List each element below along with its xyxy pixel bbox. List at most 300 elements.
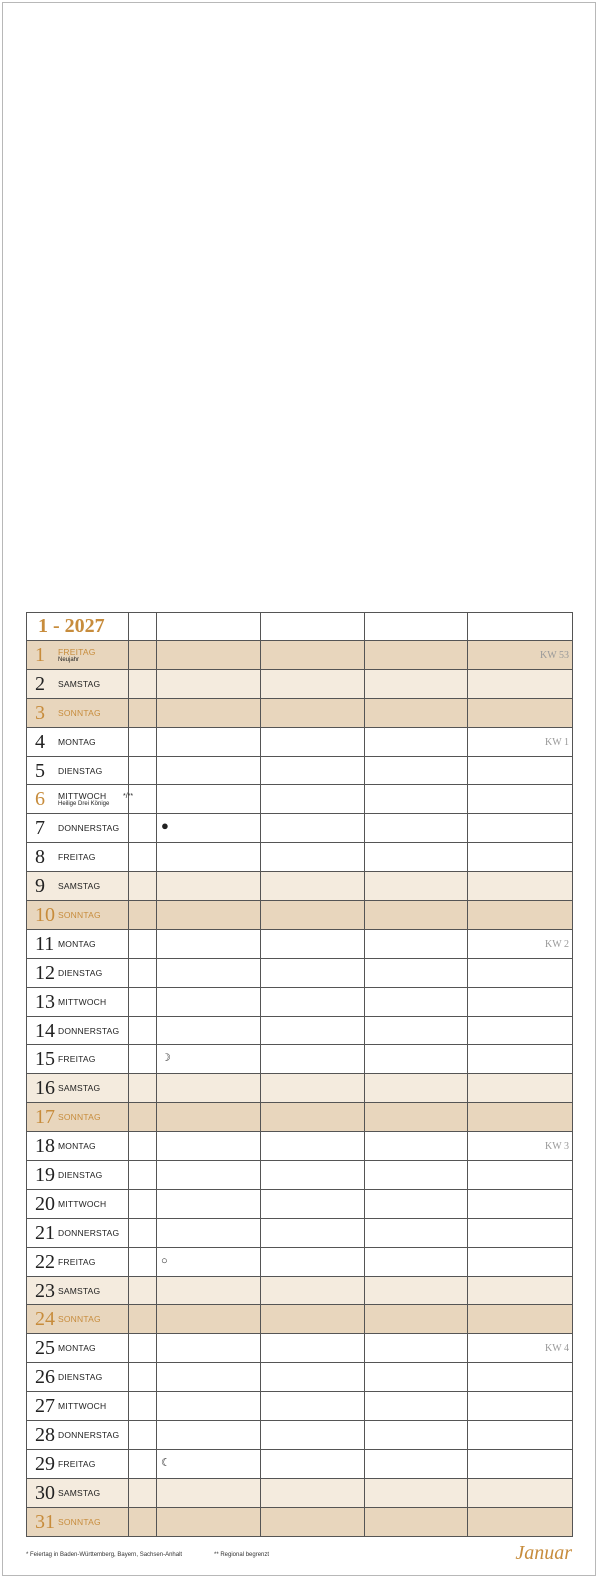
day-row: [27, 1334, 573, 1363]
marker-cell: [129, 669, 157, 698]
entry-cell[interactable]: [365, 1334, 468, 1363]
day-number: 31: [35, 1510, 55, 1533]
weekday-label: MITTWOCH: [58, 996, 107, 1007]
day-number: 11: [35, 932, 55, 955]
day-row: [27, 1132, 573, 1161]
weekday-label: DIENSTAG: [58, 1372, 103, 1383]
entry-cell[interactable]: [468, 785, 573, 814]
entry-cell[interactable]: [468, 1334, 573, 1363]
day-row: [27, 1421, 573, 1450]
day-number: 13: [35, 990, 55, 1013]
weekday-label: DIENSTAG: [58, 765, 103, 776]
moon-phase-icon: ○: [161, 1254, 168, 1267]
entry-cell[interactable]: [157, 669, 261, 698]
entry-cell[interactable]: [365, 1392, 468, 1421]
weekday-label: SONNTAG: [58, 909, 101, 920]
day-number: 19: [35, 1163, 55, 1186]
entry-cell[interactable]: [365, 698, 468, 727]
marker-cell: [129, 756, 157, 785]
day-row: [27, 1276, 573, 1305]
day-label-cell: [27, 1016, 129, 1045]
entry-cell[interactable]: [261, 958, 365, 987]
weekday-label: MONTAG: [58, 938, 96, 949]
marker-cell: [129, 872, 157, 901]
entry-cell[interactable]: [468, 1478, 573, 1507]
entry-cell[interactable]: [468, 987, 573, 1016]
day-number: 10: [35, 903, 55, 926]
entry-cell[interactable]: [365, 1074, 468, 1103]
day-label-cell: [27, 1247, 129, 1276]
marker-cell: [129, 1276, 157, 1305]
entry-cell[interactable]: [365, 1045, 468, 1074]
month-year-title: 1 - 2027: [38, 615, 105, 637]
day-label-cell: [27, 901, 129, 930]
day-row: [27, 1218, 573, 1247]
day-row: [27, 843, 573, 872]
marker-cell: [129, 1074, 157, 1103]
weekday-label: MITTWOCH: [58, 1198, 107, 1209]
day-row: [27, 814, 573, 843]
day-number: 17: [35, 1106, 55, 1129]
weekday-label: FREITAG: [58, 1458, 96, 1469]
moon-phase-icon: ☽: [161, 1052, 171, 1065]
day-label-cell: [27, 1189, 129, 1218]
entry-cell[interactable]: [468, 1449, 573, 1478]
marker-cell: [129, 1305, 157, 1334]
entry-cell[interactable]: [157, 814, 261, 843]
entry-cell[interactable]: [261, 929, 365, 958]
entry-cell[interactable]: [365, 1421, 468, 1450]
day-number: 5: [35, 759, 45, 782]
entry-cell[interactable]: [157, 843, 261, 872]
calendar-header-row: [27, 613, 573, 641]
day-label-cell: [27, 698, 129, 727]
day-row: [27, 1189, 573, 1218]
day-number: 26: [35, 1366, 55, 1389]
weekday-label: FREITAG: [58, 852, 96, 863]
day-label-cell: [27, 1161, 129, 1190]
moon-phase-icon: ☾: [161, 1456, 171, 1469]
day-label-cell: [27, 727, 129, 756]
month-name: Januar: [515, 1542, 572, 1564]
entry-cell[interactable]: [157, 785, 261, 814]
day-number: 4: [35, 730, 45, 753]
day-number: 7: [35, 817, 45, 840]
holiday-marker: */**: [123, 793, 134, 801]
entry-cell[interactable]: [157, 1305, 261, 1334]
entry-cell[interactable]: [261, 987, 365, 1016]
day-label-cell: [27, 1392, 129, 1421]
day-row: [27, 1392, 573, 1421]
entry-cell[interactable]: [468, 1276, 573, 1305]
entry-cell[interactable]: [261, 727, 365, 756]
day-number: 22: [35, 1250, 55, 1273]
day-label-cell: [27, 1334, 129, 1363]
holiday-note: Heilige Drei Könige: [58, 801, 110, 808]
day-label-cell: [27, 1103, 129, 1132]
entry-cell[interactable]: [468, 727, 573, 756]
day-label-cell: [27, 814, 129, 843]
day-label-cell: [27, 958, 129, 987]
entry-cell[interactable]: [468, 669, 573, 698]
entry-cell[interactable]: [261, 785, 365, 814]
entry-cell[interactable]: [261, 1016, 365, 1045]
day-number: 14: [35, 1019, 55, 1042]
marker-cell: [129, 1334, 157, 1363]
entry-cell[interactable]: [157, 1132, 261, 1161]
entry-cell[interactable]: [468, 814, 573, 843]
entry-cell[interactable]: [365, 1305, 468, 1334]
weekday-label: DONNERSTAG: [58, 1227, 120, 1238]
weekday-label: MONTAG: [58, 1343, 96, 1354]
day-label-cell: [27, 756, 129, 785]
entry-cell[interactable]: [261, 1363, 365, 1392]
entry-cell[interactable]: [261, 1074, 365, 1103]
day-label-cell: [27, 1449, 129, 1478]
day-number: 15: [35, 1048, 55, 1071]
entry-cell[interactable]: [261, 872, 365, 901]
day-number: 16: [35, 1077, 55, 1100]
day-label-cell: [27, 1478, 129, 1507]
moon-phase-icon: ●: [161, 818, 169, 834]
marker-cell: [129, 1478, 157, 1507]
entry-cell[interactable]: [157, 1392, 261, 1421]
day-row: [27, 929, 573, 958]
week-number: KW 3: [545, 1141, 569, 1153]
entry-cell[interactable]: [468, 1507, 573, 1536]
marker-cell: [129, 641, 157, 670]
marker-cell: [129, 1103, 157, 1132]
entry-cell[interactable]: [365, 1161, 468, 1190]
entry-cell[interactable]: [157, 698, 261, 727]
marker-cell: [129, 1247, 157, 1276]
day-row: [27, 785, 573, 814]
weekday-label: SONNTAG: [58, 1314, 101, 1325]
marker-cell: [129, 1449, 157, 1478]
entry-cell[interactable]: [157, 641, 261, 670]
marker-cell: [129, 727, 157, 756]
entry-cell[interactable]: [468, 1189, 573, 1218]
entry-cell[interactable]: [157, 1247, 261, 1276]
entry-cell[interactable]: [365, 1189, 468, 1218]
entry-cell[interactable]: [157, 1478, 261, 1507]
entry-cell[interactable]: [261, 669, 365, 698]
day-row: [27, 1045, 573, 1074]
marker-cell: [129, 1189, 157, 1218]
marker-cell: [129, 843, 157, 872]
entry-cell[interactable]: [157, 958, 261, 987]
day-number: 12: [35, 961, 55, 984]
entry-cell[interactable]: [261, 1392, 365, 1421]
day-number: 24: [35, 1308, 55, 1331]
day-label-cell: [27, 987, 129, 1016]
marker-cell: [129, 1016, 157, 1045]
weekday-label: SAMSTAG: [58, 678, 101, 689]
entry-cell[interactable]: [468, 1132, 573, 1161]
entry-cell[interactable]: [365, 1132, 468, 1161]
weekday-label: SAMSTAG: [58, 1083, 101, 1094]
weekday-label: SONNTAG: [58, 1516, 101, 1527]
holiday-note: Neujahr: [58, 656, 80, 663]
entry-cell[interactable]: [157, 1103, 261, 1132]
entry-cell[interactable]: [468, 958, 573, 987]
weekday-label: SAMSTAG: [58, 1285, 101, 1296]
day-label-cell: [27, 843, 129, 872]
entry-cell[interactable]: [261, 1276, 365, 1305]
entry-cell[interactable]: [261, 1247, 365, 1276]
day-row: [27, 872, 573, 901]
entry-cell[interactable]: [365, 1016, 468, 1045]
entry-cell[interactable]: [468, 1218, 573, 1247]
day-row: [27, 727, 573, 756]
entry-cell[interactable]: [261, 1103, 365, 1132]
entry-cell[interactable]: [468, 1421, 573, 1450]
day-row: [27, 641, 573, 670]
weekday-label: SAMSTAG: [58, 881, 101, 892]
marker-cell: [129, 1218, 157, 1247]
entry-cell[interactable]: [261, 901, 365, 930]
entry-cell[interactable]: [468, 1016, 573, 1045]
day-number: 18: [35, 1135, 55, 1158]
day-row: [27, 1247, 573, 1276]
entry-cell[interactable]: [157, 1016, 261, 1045]
entry-cell[interactable]: [365, 814, 468, 843]
day-row: [27, 901, 573, 930]
calendar-table: [26, 612, 573, 1537]
day-label-cell: [27, 1305, 129, 1334]
day-row: [27, 1449, 573, 1478]
day-label-cell: [27, 641, 129, 670]
entry-cell[interactable]: [157, 1218, 261, 1247]
week-number: KW 53: [540, 650, 569, 661]
day-number: 23: [35, 1279, 55, 1302]
entry-cell[interactable]: [261, 641, 365, 670]
day-number: 27: [35, 1395, 55, 1418]
weekday-label: SONNTAG: [58, 707, 101, 718]
day-row: [27, 698, 573, 727]
weekday-label: FREITAG: [58, 646, 96, 657]
entry-cell[interactable]: [365, 1247, 468, 1276]
day-number: 2: [35, 672, 45, 695]
day-label-cell: [27, 1421, 129, 1450]
weekday-label: DONNERSTAG: [58, 1429, 120, 1440]
entry-cell[interactable]: [365, 669, 468, 698]
day-number: 25: [35, 1337, 55, 1360]
header-cell: [261, 613, 365, 641]
marker-cell: [123, 785, 157, 814]
week-number: KW 2: [545, 938, 569, 950]
entry-cell[interactable]: [261, 1045, 365, 1074]
day-row: [27, 958, 573, 987]
entry-cell[interactable]: [157, 929, 261, 958]
entry-cell[interactable]: [261, 1189, 365, 1218]
day-number: 3: [35, 701, 45, 724]
entry-cell[interactable]: [365, 1363, 468, 1392]
entry-cell[interactable]: [157, 1507, 261, 1536]
entry-cell[interactable]: [261, 1449, 365, 1478]
entry-cell[interactable]: [261, 1161, 365, 1190]
weekday-label: MITTWOCH: [58, 1401, 107, 1412]
marker-cell: [129, 1132, 157, 1161]
entry-cell[interactable]: [365, 929, 468, 958]
entry-cell[interactable]: [468, 872, 573, 901]
day-row: [27, 1478, 573, 1507]
entry-cell[interactable]: [365, 756, 468, 785]
day-number: 8: [35, 846, 45, 869]
marker-cell: [129, 929, 157, 958]
weekday-label: MONTAG: [58, 1141, 96, 1152]
marker-cell: [129, 1161, 157, 1190]
entry-cell[interactable]: [261, 1478, 365, 1507]
entry-cell[interactable]: [468, 1247, 573, 1276]
entry-cell[interactable]: [468, 698, 573, 727]
day-label-cell: [27, 1363, 129, 1392]
entry-cell[interactable]: [157, 1334, 261, 1363]
entry-cell[interactable]: [468, 929, 573, 958]
weekday-label: MONTAG: [58, 736, 96, 747]
entry-cell[interactable]: [261, 698, 365, 727]
header-cell: [129, 613, 157, 641]
marker-cell: [129, 958, 157, 987]
entry-cell[interactable]: [157, 1449, 261, 1478]
day-number: 6: [35, 788, 45, 811]
entry-cell[interactable]: [468, 1103, 573, 1132]
day-row: [27, 1161, 573, 1190]
day-label-cell: [27, 872, 129, 901]
day-number: 28: [35, 1423, 55, 1446]
weekday-label: MITTWOCH: [58, 791, 107, 802]
footnote-regional: ** Regional begrenzt: [214, 1552, 270, 1558]
entry-cell[interactable]: [261, 756, 365, 785]
marker-cell: [129, 1507, 157, 1536]
entry-cell[interactable]: [261, 1507, 365, 1536]
entry-cell[interactable]: [157, 727, 261, 756]
header-cell: [365, 613, 468, 641]
day-row: [27, 1363, 573, 1392]
entry-cell[interactable]: [468, 1305, 573, 1334]
entry-cell[interactable]: [468, 1363, 573, 1392]
entry-cell[interactable]: [365, 1449, 468, 1478]
weekday-label: DIENSTAG: [58, 967, 103, 978]
entry-cell[interactable]: [365, 901, 468, 930]
marker-cell: [129, 987, 157, 1016]
day-number: 1: [35, 643, 45, 666]
entry-cell[interactable]: [261, 1305, 365, 1334]
entry-cell[interactable]: [157, 1074, 261, 1103]
entry-cell[interactable]: [157, 901, 261, 930]
entry-cell[interactable]: [365, 785, 468, 814]
day-row: [27, 1507, 573, 1536]
entry-cell[interactable]: [157, 1276, 261, 1305]
weekday-label: DONNERSTAG: [58, 823, 120, 834]
entry-cell[interactable]: [157, 1363, 261, 1392]
day-row: [27, 756, 573, 785]
day-label-cell: [27, 1045, 129, 1074]
entry-cell[interactable]: [468, 1392, 573, 1421]
weekday-label: DIENSTAG: [58, 1169, 103, 1180]
day-label-cell: [27, 1074, 129, 1103]
entry-cell[interactable]: [365, 843, 468, 872]
header-cell: [157, 613, 261, 641]
weekday-label: SONNTAG: [58, 1112, 101, 1123]
weekday-label: SAMSTAG: [58, 1487, 101, 1498]
entry-cell[interactable]: [261, 814, 365, 843]
entry-cell[interactable]: [157, 1421, 261, 1450]
week-number: KW 1: [545, 736, 569, 748]
marker-cell: [129, 1421, 157, 1450]
weekday-label: FREITAG: [58, 1256, 96, 1267]
entry-cell[interactable]: [365, 1276, 468, 1305]
marker-cell: [129, 901, 157, 930]
entry-cell[interactable]: [261, 843, 365, 872]
day-number: 30: [35, 1481, 55, 1504]
entry-cell[interactable]: [468, 1074, 573, 1103]
weekday-label: DONNERSTAG: [58, 1025, 120, 1036]
day-label-cell: [27, 785, 129, 814]
marker-cell: [129, 1045, 157, 1074]
day-number: 29: [35, 1452, 55, 1475]
week-number: KW 4: [545, 1343, 569, 1355]
entry-cell[interactable]: [157, 872, 261, 901]
entry-cell[interactable]: [261, 1334, 365, 1363]
entry-cell[interactable]: [365, 872, 468, 901]
day-label-cell: [27, 1132, 129, 1161]
day-label-cell: [27, 1218, 129, 1247]
entry-cell[interactable]: [365, 1218, 468, 1247]
entry-cell[interactable]: [261, 1218, 365, 1247]
marker-cell: [129, 1363, 157, 1392]
day-number: 9: [35, 875, 45, 898]
entry-cell[interactable]: [157, 987, 261, 1016]
entry-cell[interactable]: [468, 1045, 573, 1074]
entry-cell[interactable]: [468, 756, 573, 785]
day-row: [27, 1016, 573, 1045]
day-row: [27, 987, 573, 1016]
entry-cell[interactable]: [365, 1507, 468, 1536]
footnote-holiday: * Feiertag in Baden-Württemberg, Bayern, Sachsen-Anhalt: [26, 1552, 183, 1558]
day-label-cell: [27, 1276, 129, 1305]
day-label-cell: [27, 1507, 129, 1536]
marker-cell: [129, 1392, 157, 1421]
header-cell: [468, 613, 573, 641]
entry-cell[interactable]: [157, 1045, 261, 1074]
entry-cell[interactable]: [365, 641, 468, 670]
entry-cell[interactable]: [365, 1103, 468, 1132]
entry-cell[interactable]: [261, 1421, 365, 1450]
entry-cell[interactable]: [157, 756, 261, 785]
entry-cell[interactable]: [365, 958, 468, 987]
entry-cell[interactable]: [365, 987, 468, 1016]
day-row: [27, 669, 573, 698]
entry-cell[interactable]: [157, 1189, 261, 1218]
entry-cell[interactable]: [468, 901, 573, 930]
day-number: 20: [35, 1192, 55, 1215]
day-row: [27, 1305, 573, 1334]
weekday-label: FREITAG: [58, 1054, 96, 1065]
entry-cell[interactable]: [468, 1161, 573, 1190]
day-label-cell: [27, 669, 129, 698]
day-row: [27, 1103, 573, 1132]
entry-cell[interactable]: [157, 1161, 261, 1190]
day-number: 21: [35, 1221, 55, 1244]
entry-cell[interactable]: [261, 1132, 365, 1161]
marker-cell: [129, 814, 157, 843]
day-label-cell: [27, 929, 129, 958]
entry-cell[interactable]: [365, 1478, 468, 1507]
entry-cell[interactable]: [365, 727, 468, 756]
entry-cell[interactable]: [468, 843, 573, 872]
entry-cell[interactable]: [468, 641, 573, 670]
